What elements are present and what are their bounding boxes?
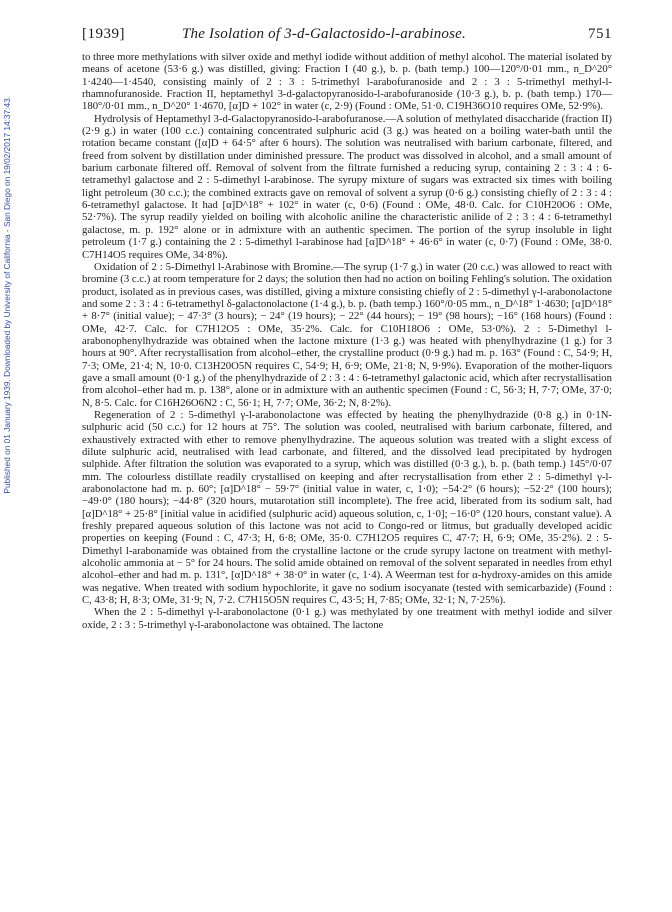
page-header <box>82 26 612 48</box>
paragraph-hydrolysis: Hydrolysis of Heptamethyl 3-d-Galactopyranosido-l-arabofuranose.—A solution of methylated disaccharide (fraction II) (2·9 g.) in water (100 c.c.) containing concentrated sulphuric acid (3 g.) was heated on a boiling water-bath until the rotation became constant ([α]D + 64·5° after 6 hours). The solution was neutralised with barium carbonate, filtered, and freed from solvent by distillation under diminished pressure. The product was dissolved in alcohol, and a small amount of barium carbonate filtered off. Removal of solvent from the filtrate furnished a reducing syrup, containing 2 : 3 : 4 : 6-tetramethyl galactose and 2 : 5-dimethyl l-arabinose. The syrupy mixture of sugars was extracted six times with boiling light petroleum (30 c.c.); the combined extracts gave on removal of solvent a syrup (0·6 g.) consisting chiefly of 2 : 3 : 4 : 6-tetramethyl galactose. It had [α]D^18° + 102° in water (c, 0·6) (Found : OMe, 48·0. Calc. for C10H20O6 : OMe, 52·7%). The syrup readily yielded on boiling with alcoholic aniline the characteristic anilide of 2 : 3 : 4 : 6-tetramethyl galactose, m. p. 192° alone or in admixture with an authentic specimen. The portion of the syrup insoluble in light petroleum (1·7 g.) containing the 2 : 5-dimethyl l-arabinose had [α]D^18° + 46·6° in water (c, 0·7) (Found : OMe, 38·0. C7H14O5 requires OMe, 34·8%). <box>82 112 612 261</box>
header-page-number: 751 <box>588 26 612 42</box>
header-title: The Isolation of 3-d-Galactosido-l-arabinose. <box>182 26 466 42</box>
paragraph-trimethyl-lactone: When the 2 : 5-dimethyl γ-l-arabonolactone (0·1 g.) was methylated by one treatment with methyl iodide and silver oxide, 2 : 3 : 5-trimethyl γ-l-arabonolactone was obtained. The lactone <box>82 606 612 631</box>
paragraph-methylation-distillation: to three more methylations with silver oxide and methyl iodide without addition of methyl alcohol. The material isolated by means of acetone (53·6 g.) was distilled, giving: Fraction I (40 g.), b. p. (bath temp.) 100—120°/0·01 mm., n_D^20° 1·4240—1·4540, consisting mainly of 2 : 3 : 5-trimethyl l-arabofuranoside and 2 : 3 : 5-trimethyl methyl-l-rhamnofuranoside. Fraction II, heptamethyl 3-d-galactopyranosido-l-arabofuranoside (10·3 g.), b. p. (bath temp.) 170—180°/0·01 mm., n_D^20° 1·4670, [α]D + 102° in water (c, 2·9) (Found : OMe, 51·0. C19H36O10 requires OMe, 52·9%). <box>82 51 612 113</box>
side-download-note-text: Published on 01 January 1939. Downloaded by University of California - San Diego on 19/02/2017 14:37:43. <box>2 96 12 494</box>
paragraph-regeneration: Regeneration of 2 : 5-dimethyl γ-l-arabonolactone was effected by heating the phenylhydrazide (0·8 g.) in 0·1N-sulphuric acid (50 c.c.) for 12 hours at 75°. The solution was cooled, neutralised with barium carbonate, filtered, and exhaustively extracted with ether to remove phenylhydrazine. The aqueous solution was treated with a slight excess of dilute sulphuric acid, neutralised with lead carbonate, and filtered, and the dissolved lead precipitated by hydrogen sulphide. After filtration the solution was evaporated to a syrup, which was distilled (0·3 g.), b. p. (bath temp.) 145°/0·07 mm. The colourless distillate readily crystallised on keeping and after recrystallisation from ether 2 : 5-dimethyl γ-l-arabonolactone had m. p. 60°; [α]D^18° − 59·7° (initial value in water, c, 1·0); −54·2° (6 hours); −52·2° (100 hours); −49·0° (180 hours); −44·8° (320 hours, mutarotation still incomplete). The free acid, liberated from its sodium salt, had [α]D^18° + 25·8° [initial value in acidified (sulphuric acid) aqueous solution, c, 1·0]; −16·0° (120 hours, constant value). A freshly prepared aqueous solution of this lactone was not acid to Congo-red or litmus, but gradually developed acidic properties on keeping (Found : C, 47·3; H, 6·8; OMe, 35·0. C7H12O5 requires C, 47·7; H, 6·9; OMe, 35·2%). 2 : 5-Dimethyl l-arabonamide was obtained from the crystalline lactone or the crude syrupy lactone on treatment with methyl-alcoholic ammonia at − 5° for 24 hours. The solid amide obtained on removal of the solvent separated in needles from ethyl alcohol–ether and had m. p. 131°, [α]D^18° + 38·0° in water (c, 1·4). A Weerman test for α-hydroxy-amides on this amide was negative. When treated with sodium hypochlorite, it gave no sodium isocyanate (tested with semicarbazide) (Found : C, 43·8; H, 8·3; OMe, 31·9; N, 7·2. C7H15O5N requires C, 43·5; H, 7·85; OMe, 32·1; N, 7·25%). <box>82 408 612 607</box>
paragraph-oxidation: Oxidation of 2 : 5-Dimethyl l-Arabinose with Bromine.—The syrup (1·7 g.) in water (20 c.c.) was allowed to react with bromine (3 c.c.) at room temperature for 2 days; the solution then had no action on boiling Fehling's solution. The oxidation product, isolated as in previous cases, was distilled, giving a mixture consisting chiefly of 2 : 5-dimethyl γ-l-arabonolactone and some 2 : 3 : 4 : 6-tetramethyl δ-galactonolactone (1·4 g.), b. p. (bath temp.) 160°/0·05 mm., n_D^18° 1·4630; [α]D^18° + 8·7° (initial value); − 47·3° (3 hours); − 24° (19 hours); − 22° (44 hours); − 19° (98 hours); −16° (168 hours) (Found : OMe, 42·7. Calc. for C7H12O5 : OMe, 35·2%. Calc. for C10H18O6 : OMe, 53·0%). 2 : 5-Dimethyl l-arabonophenylhydrazide was obtained when the lactone mixture (1·3 g.) was heated with phenylhydrazine (1 g.) for 3 hours at 90°. After recrystallisation from alcohol–ether, the crystalline product (0·9 g.) had m. p. 163° (Found : C, 54·9; H, 7·3; OMe, 21·4; N, 10·0. C13H20O5N requires C, 54·9; H, 6·9; OMe, 21·8; N, 9·9%). Evaporation of the mother-liquors gave a small amount (0·1 g.) of the phenylhydrazide of 2 : 3 : 4 : 6-tetramethyl galactonic acid, which after recrystallisation from alcohol–ether had m. p. 138°, alone or in admixture with an authentic specimen (Found : C, 56·3; H, 7·7; OMe, 37·0; N, 8·5. Calc. for C16H26O6N2 : C, 56·1; H, 7·7; OMe, 36·2; N, 8·2%). <box>82 260 612 409</box>
header-year: [1939] <box>82 26 125 42</box>
side-download-note <box>2 96 16 796</box>
article-body <box>82 51 612 631</box>
